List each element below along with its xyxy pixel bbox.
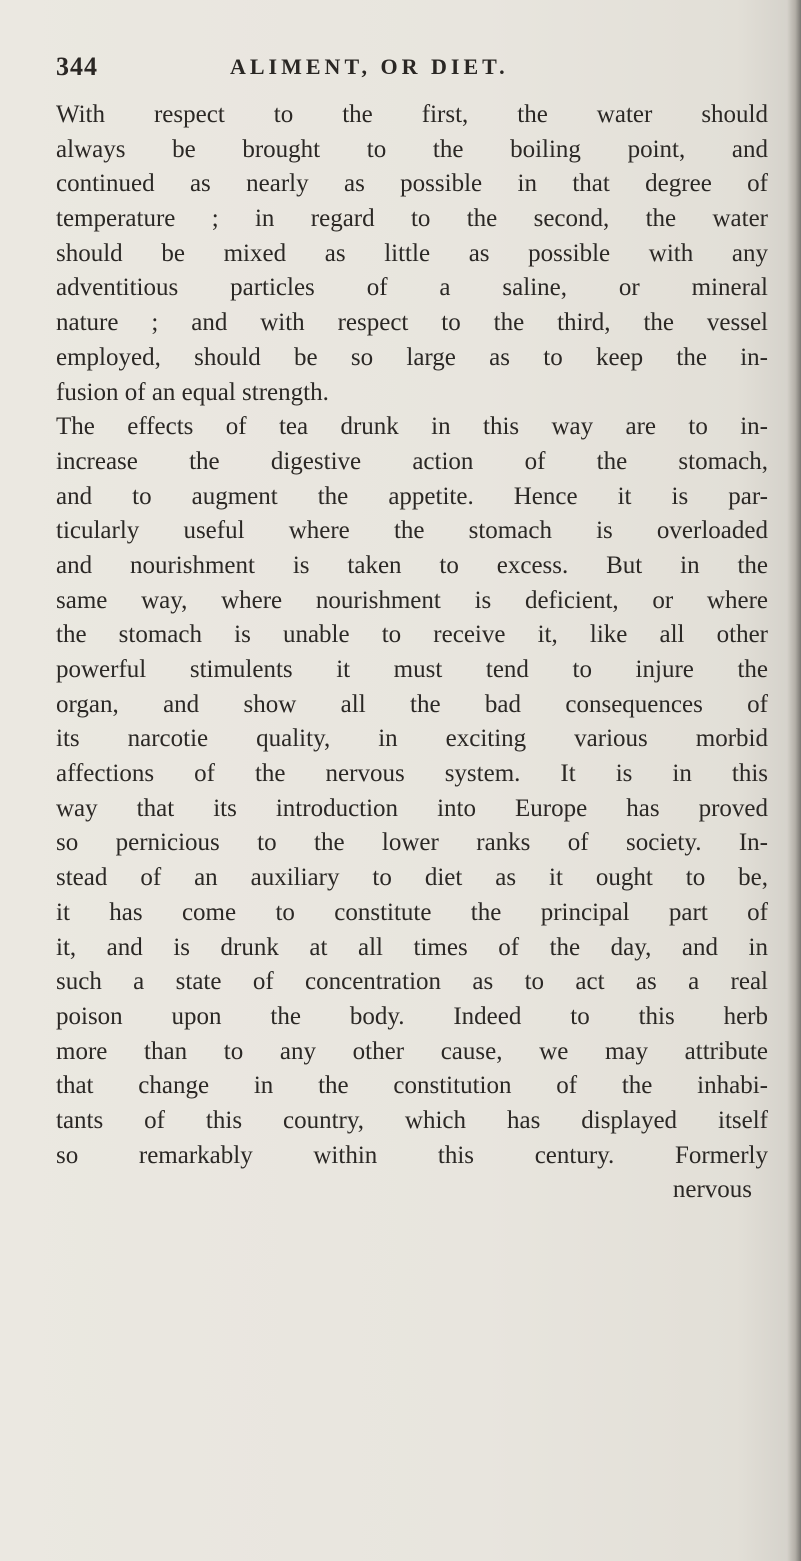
- text-line: adventitious particles of a saline, or mineral: [56, 274, 768, 302]
- text-line: organ, and show all the bad consequences of: [56, 690, 768, 718]
- text-line: nature ; and with respect to the third, the vessel: [56, 309, 768, 337]
- text-line: The effects of tea drunk in this way are to in-: [56, 413, 768, 441]
- text-line: affections of the nervous system. It is in this: [56, 760, 768, 788]
- text-line: more than to any other cause, we may attribute: [56, 1037, 768, 1065]
- text-line: so pernicious to the lower ranks of society. In-: [56, 829, 768, 857]
- text-line: and nourishment is taken to excess. But in the: [56, 551, 768, 579]
- text-line: tants of this country, which has displayed itself: [56, 1106, 768, 1134]
- text-line: its narcotie quality, in exciting various morbid: [56, 725, 768, 753]
- text-line: fusion of an equal strength.: [56, 378, 329, 406]
- text-line: employed, should be so large as to keep the in-: [56, 343, 768, 371]
- text-line: poison upon the body. Indeed to this herb: [56, 1002, 768, 1030]
- text-line: always be brought to the boiling point, and: [56, 135, 768, 163]
- text-line: stead of an auxiliary to diet as it ought to be,: [56, 864, 768, 892]
- text-line: With respect to the first, the water should: [56, 101, 768, 128]
- text-line: it has come to constitute the principal part of: [56, 898, 768, 926]
- page-number: 344: [56, 52, 98, 81]
- text-line: so remarkably within this century. Formerly: [56, 1141, 768, 1169]
- text-line: should be mixed as little as possible with any: [56, 239, 768, 267]
- text-line: the stomach is unable to receive it, like all other: [56, 621, 768, 649]
- text-line: powerful stimulents it must tend to injure the: [56, 656, 768, 683]
- text-line: that change in the constitution of the inhabi-: [56, 1072, 768, 1100]
- text-line: and to augment the appetite. Hence it is par-: [56, 482, 768, 510]
- body-text: [56, 98, 768, 1208]
- text-line: increase the digestive action of the stomach,: [56, 447, 768, 475]
- text-line: ticularly useful where the stomach is overloaded: [56, 517, 768, 545]
- text-line: same way, where nourishment is deficient, or where: [56, 586, 768, 614]
- text-line: continued as nearly as possible in that degree of: [56, 170, 768, 198]
- catchword: nervous: [672, 1176, 752, 1204]
- running-head-title: ALIMENT, OR DIET.: [230, 54, 509, 79]
- text-line: temperature ; in regard to the second, the water: [56, 205, 768, 233]
- text-line: it, and is drunk at all times of the day, and in: [56, 933, 768, 961]
- text-line: way that its introduction into Europe has proved: [56, 794, 768, 822]
- page-edge-shadow: [787, 0, 801, 1561]
- text-line: such a state of concentration as to act as a real: [56, 968, 768, 996]
- running-head: [56, 52, 746, 86]
